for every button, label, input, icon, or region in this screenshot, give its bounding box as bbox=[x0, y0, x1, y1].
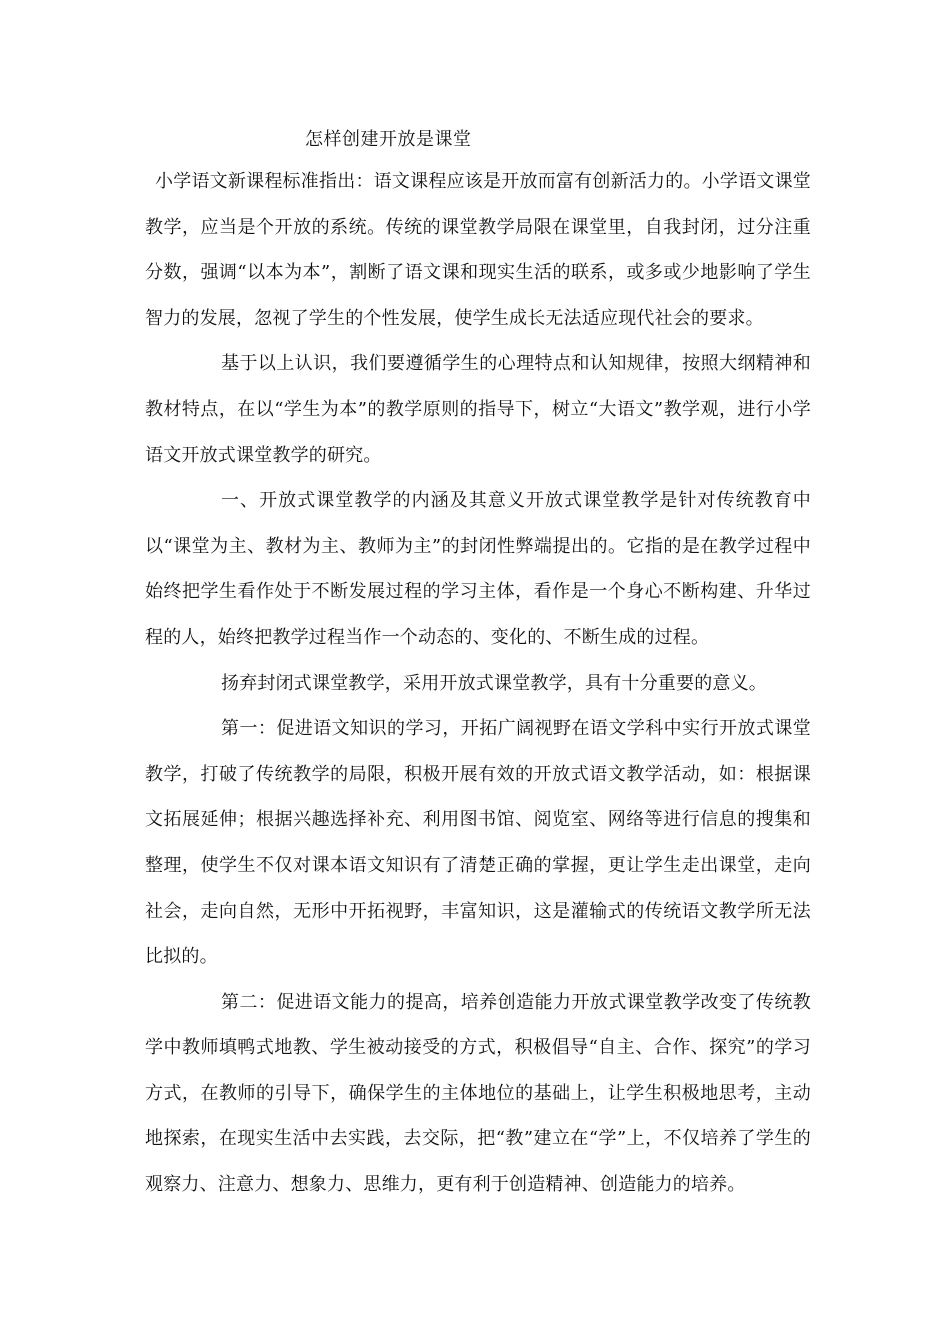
paragraph-significance: 扬弃封闭式课堂教学，采用开放式课堂教学，具有十分重要的意义。 bbox=[221, 672, 767, 694]
paragraph-point-two: 第二：促进语文能力的提高，培养创造能力开放式课堂教学改变了传统教学中教师填鸭式地教、学生被动接受的方式，积极倡导“自主、合作、探究”的学习方式，在教师的引导下，确保学生的主体地位的基础上，让学生积极地思考，主动地探索，在现实生活中去实践，去交际，把“教”建立在“学”上，不仅培养了学生的观察力、注意力、想象力、思维力，更有利于创造精神、创造能力的培养。 bbox=[145, 991, 811, 1196]
paragraph-intro: 小学语文新课程标准指出：语文课程应该是开放而富有创新活力的。小学语文课堂教学，应当是个开放的系统。传统的课堂教学局限在课堂里，自我封闭，过分注重分数，强调“以本为本”，割断了语文课和现实生活的联系，或多或少地影响了学生智力的发展，忽视了学生的个性发展，使学生成长无法适应现代社会的要求。 bbox=[145, 171, 811, 329]
paragraph-point-one: 第一：促进语文知识的学习，开拓广阔视野在语文学科中实行开放式课堂教学，打破了传统教学的局限，积极开展有效的开放式语文教学活动，如：根据课文拓展延伸；根据兴趣选择补充、利用图书馆、阅览室、网络等进行信息的搜集和整理，使学生不仅对课本语文知识有了清楚正确的掌握，更让学生走出课堂，走向社会，走向自然，无形中开拓视野，丰富知识，这是灌输式的传统语文教学所无法比拟的。 bbox=[145, 718, 811, 968]
paragraph-understanding: 基于以上认识，我们要遵循学生的心理特点和认知规律，按照大纲精神和教材特点，在以“学生为本”的教学原则的指导下，树立“大语文”教学观，进行小学语文开放式课堂教学的研究。 bbox=[145, 353, 811, 466]
document-body bbox=[145, 159, 811, 1208]
document-title: 怎样创建开放是课堂 bbox=[305, 129, 472, 150]
paragraph-definition: 一、开放式课堂教学的内涵及其意义开放式课堂教学是针对传统教育中以“课堂为主、教材为主、教师为主”的封闭性弊端提出的。它指的是在教学过程中始终把学生看作处于不断发展过程的学习主体，看作是一个身心不断构建、升华过程的人，始终把教学过程当作一个动态的、变化的、不断生成的过程。 bbox=[145, 490, 811, 648]
